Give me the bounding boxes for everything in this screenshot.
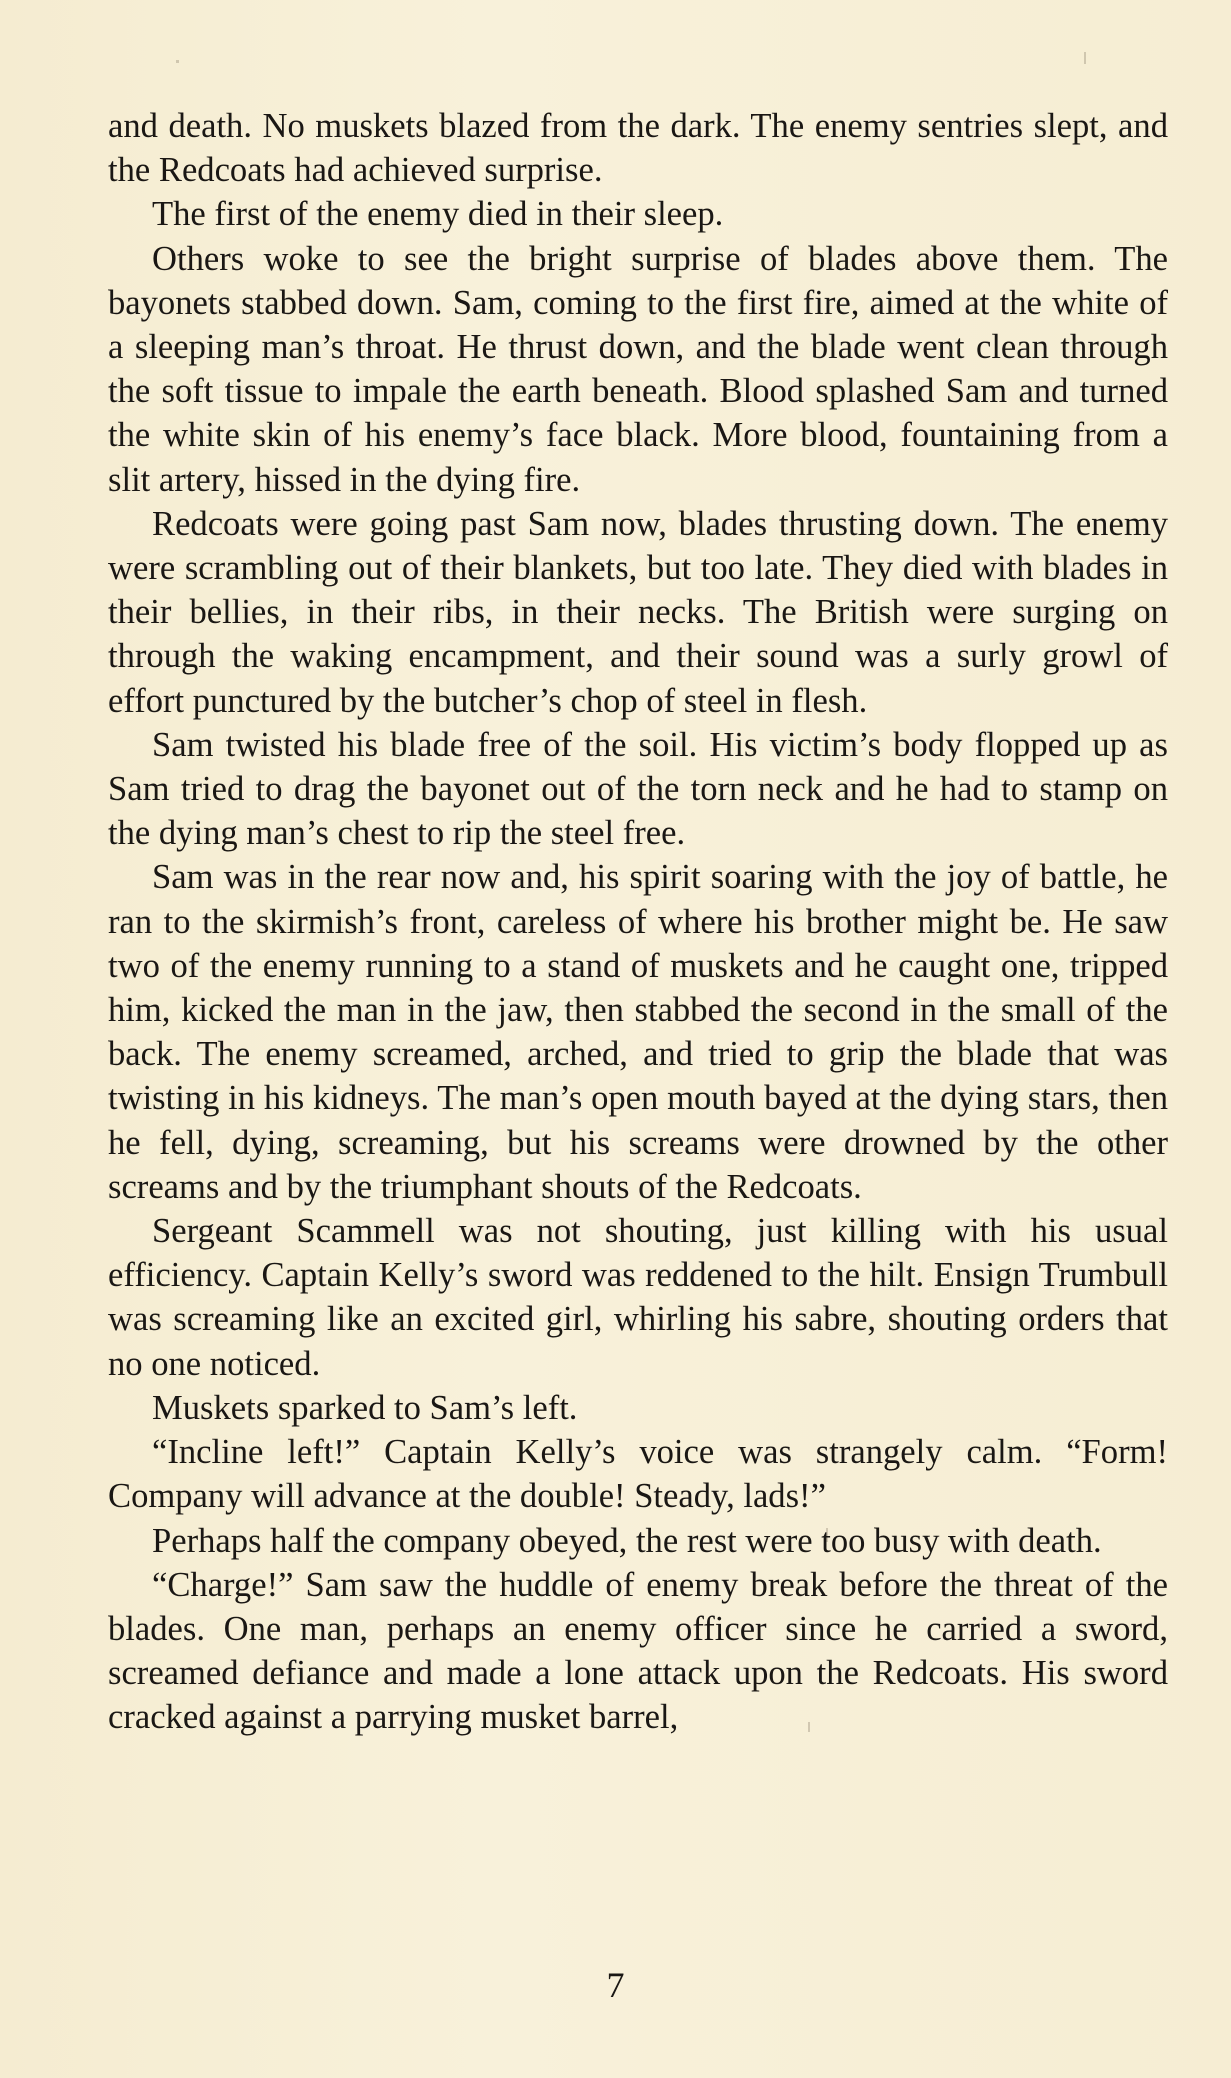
paragraph: “Incline left!” Captain Kelly’s voice was strangely calm. “Form! Company will advance at the double! Steady, lads!” (108, 1433, 1168, 1516)
paragraph: Sam was in the rear now and, his spirit soaring with the joy of battle, he ran to the skirmish’s front, careless of where his brother might be. He saw two of the enemy running to a stand of muskets and he caught one, tripped him, kicked the man in the jaw, then stabbed the second in the small of the back. The enemy screamed, arched, and tried to grip the blade that was twisting in his kidneys. The man’s open mouth bayed at the dying stars, then he fell, dying, screaming, but his screams were drowned by the other screams and by the triumphant shouts of the Redcoats. (108, 858, 1168, 1206)
paragraph: Perhaps half the company obeyed, the rest were too busy with death. (152, 1521, 1102, 1560)
body-text (108, 104, 1168, 1740)
paragraph: Others woke to see the bright surprise of blades above them. The bayonets stabbed down. Sam, coming to the first fire, aimed at the white of a sleeping man’s throat. He thrust down, and the blade went clean through the soft tissue to impale the earth beneath. Blood splashed Sam and turned the white skin of his enemy’s face black. More blood, fountaining from a slit artery, hissed in the dying fire. (108, 239, 1168, 499)
scan-speck (1084, 52, 1086, 64)
paragraph: Redcoats were going past Sam now, blades thrusting down. The enemy were scrambling out of their blankets, but too late. They died with blades in their bellies, in their ribs, in their necks. The British were surging on through the waking encampment, and their sound was a surly growl of effort punctured by the butcher’s chop of steel in flesh. (108, 504, 1168, 720)
paragraph: and death. No muskets blazed from the dark. The enemy sentries slept, and the Redcoats had achieved surprise. (108, 107, 1168, 190)
paragraph: The first of the enemy died in their sleep. (152, 195, 724, 234)
scan-speck (176, 60, 179, 63)
paragraph: Sergeant Scammell was not shouting, just killing with his usual efficiency. Captain Kelly’s sword was reddened to the hilt. Ensign Trumbull was screaming like an excited girl, whirling his sabre, shouting orders that no one noticed. (108, 1212, 1168, 1383)
paragraph: Muskets sparked to Sam’s left. (152, 1388, 578, 1427)
paragraph: “Charge!” Sam saw the huddle of enemy break before the threat of the blades. One man, perhaps an enemy officer since he carried a sword, screamed defiance and made a lone attack upon the Redcoats. His sword cracked against a parrying musket barrel, (108, 1565, 1168, 1737)
page-number: 7 (606, 1965, 625, 2005)
paragraph: Sam twisted his blade free of the soil. His victim’s body flopped up as Sam tried to drag the bayonet out of the torn neck and he had to stamp on the dying man’s chest to rip the steel free. (108, 725, 1168, 853)
